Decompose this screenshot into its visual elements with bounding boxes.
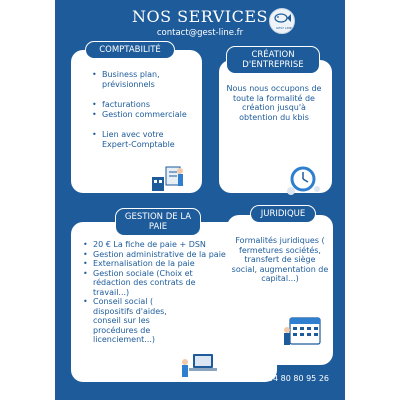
comptabilite-list <box>92 70 187 149</box>
list-item: • 20 € La fiche de paie + DSN <box>83 240 238 250</box>
list-item: • Externalisation de la paie <box>83 259 238 269</box>
accounting-illustration <box>150 163 186 193</box>
services-poster <box>55 0 345 400</box>
list-item: • Gestion administrative de la paie <box>83 250 238 260</box>
comptabilite-heading: COMPTABILITÉ <box>85 41 175 59</box>
paie-list <box>83 240 238 345</box>
creation-heading: CRÉATION D'ENTREPRISE <box>226 46 320 74</box>
list-item: • Business plan, prévisionnels <box>92 70 187 89</box>
juridique-text: Formalités juridiques ( fermetures sociétés, transfert de siège social, augmentation de capital...) <box>231 236 329 283</box>
fish-icon <box>272 11 292 25</box>
email-contact[interactable]: contact@gest-line.fr <box>156 28 244 38</box>
phone-number[interactable]: tel : 04 80 80 95 26 <box>249 374 329 383</box>
creation-text: Nous nous occupons de toute la formalité de création jusqu'à obtention du kbis <box>226 84 322 122</box>
clock-illustration <box>285 165 325 195</box>
payroll-illustration <box>179 352 223 380</box>
juridique-heading: JURIDIQUE <box>250 205 316 223</box>
list-item: • Conseil social ( dispositifs d'aides, conseil sur les procédures de licenciement...) <box>83 297 193 345</box>
logo-text: GEST LINE <box>276 26 292 30</box>
page-title: NOS SERVICES <box>131 7 269 26</box>
calendar-illustration <box>282 316 328 348</box>
paie-heading: GESTION DE LA PAIE <box>115 208 201 236</box>
list-item: • Gestion sociale (Choix et rédaction des contrats de travail...) <box>83 269 218 298</box>
list-item: • facturations <box>92 100 187 110</box>
list-item: • Lien avec votre Expert-Comptable <box>92 130 187 149</box>
list-item: • Gestion commerciale <box>92 110 187 120</box>
